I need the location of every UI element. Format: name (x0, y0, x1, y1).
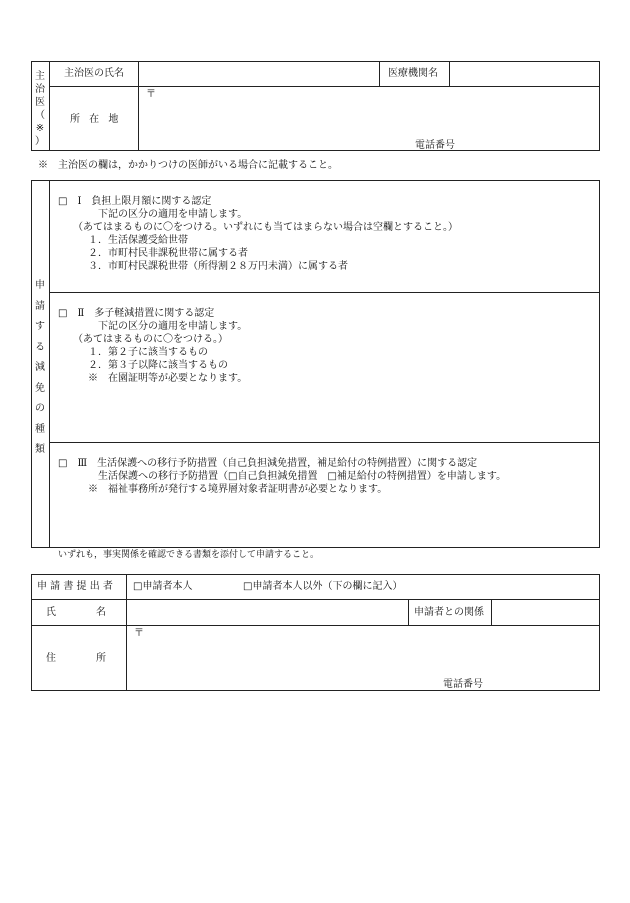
section-1-option[interactable]: ３．市町村民課税世帯（所得割２８万円未満）に属する者 (58, 261, 348, 272)
applicant-address-field[interactable] (128, 640, 599, 672)
section-2-option[interactable]: １．第２子に該当するもの (58, 347, 208, 358)
reduction-side-char: 請 (35, 300, 45, 312)
doctor-institution-label: 医療機関名 (388, 68, 438, 79)
section-2-line: （あてはまるものに〇をつける。） (58, 334, 228, 345)
applicant-row-divider-2 (31, 625, 600, 626)
doctor-note: ※ 主治医の欄は，かかりつけの医師がいる場合に記載すること。 (38, 160, 338, 171)
doctor-side-char: （ (35, 110, 45, 121)
doctor-institution-divider-right (449, 61, 450, 86)
doctor-side-char: 主 (35, 71, 45, 82)
doctor-institution-field[interactable] (451, 62, 599, 85)
doctor-name-label-divider (138, 61, 139, 151)
reduction-side-char: 申 (35, 280, 45, 291)
reduction-side-char: 種 (35, 423, 45, 435)
reduction-side-char: 減 (35, 362, 45, 373)
section-1-line: （あてはまるものに〇をつける。いずれにも当てはまらない場合は空欄とすること。） (58, 222, 458, 233)
doctor-row-divider (49, 86, 600, 87)
relation-field[interactable] (493, 601, 599, 623)
doctor-side-char: ※ (35, 123, 45, 134)
reduction-divider-2 (49, 442, 600, 443)
applicant-label-divider (126, 574, 127, 691)
doctor-name-field[interactable] (140, 62, 378, 85)
applicant-address-label: 住 所 (46, 653, 106, 664)
doctor-name-label: 主治医の氏名 (64, 68, 124, 79)
reduction-side-char: す (35, 321, 45, 332)
section-1-title[interactable]: □ Ⅰ 負担上限月額に関する認定 (58, 196, 212, 207)
doctor-address-label: 所 在 地 (70, 114, 119, 125)
reduction-footnote: いずれも，事実関係を確認できる書類を添付して申請すること。 (58, 550, 320, 560)
doctor-side-label (33, 70, 47, 148)
doctor-postal-mark: 〒 (146, 89, 156, 100)
doctor-side-char: ） (35, 136, 45, 147)
section-3-options[interactable]: 生活保護への移行予防措置（□自己負担減免措置 □補足給付の特例措置）を申請します。 (58, 471, 507, 482)
submitter-option-other[interactable]: □申請者本人以外（下の欄に記入） (243, 581, 403, 592)
doctor-side-char: 医 (35, 97, 45, 108)
doctor-side-divider (49, 61, 50, 151)
applicant-relation-divider-right (491, 599, 492, 625)
submitter-label: 申 請 書 提 出 者 (37, 581, 113, 592)
applicant-row-divider-1 (31, 599, 600, 600)
reduction-section-3 (58, 457, 506, 496)
reduction-side-char: の (35, 403, 45, 414)
reduction-divider-1 (49, 292, 600, 293)
section-2-title[interactable]: □ Ⅱ 多子軽減措置に関する認定 (58, 308, 215, 319)
reduction-side-char: る (35, 341, 45, 353)
applicant-name-label: 氏 名 (46, 607, 106, 618)
reduction-section-1 (58, 195, 458, 273)
section-1-option[interactable]: １．生活保護受給世帯 (58, 235, 188, 246)
reduction-side-divider (49, 180, 50, 548)
applicant-postal-mark: 〒 (134, 628, 144, 639)
reduction-side-label (33, 276, 47, 461)
relation-label: 申請者との関係 (414, 607, 484, 618)
applicant-relation-divider-left (408, 599, 409, 625)
section-3-note: ※ 福祉事務所が発行する境界層対象者証明書が必要となります。 (58, 484, 388, 495)
doctor-address-field[interactable] (140, 100, 599, 135)
section-3-title[interactable]: □ Ⅲ 生活保護への移行予防措置（自己負担減免措置，補足給付の特例措置）に関する認定 (58, 458, 478, 469)
section-2-option[interactable]: ２．第３子以降に該当するもの (58, 360, 228, 371)
doctor-institution-divider-left (379, 61, 380, 86)
section-1-line: 下記の区分の適用を申請します。 (58, 209, 248, 220)
doctor-side-char: 治 (35, 84, 45, 95)
reduction-side-char: 免 (35, 382, 45, 394)
reduction-section-2 (58, 307, 247, 385)
reduction-side-char: 類 (35, 444, 45, 455)
section-2-note: ※ 在園証明等が必要となります。 (58, 373, 248, 384)
submitter-option-self[interactable]: □申請者本人 (133, 581, 193, 592)
applicant-name-field[interactable] (128, 601, 406, 623)
applicant-phone-label: 電話番号 (443, 679, 483, 690)
section-2-line: 下記の区分の適用を申請します。 (58, 321, 248, 332)
doctor-phone-label: 電話番号 (415, 140, 455, 151)
section-1-option[interactable]: ２．市町村民非課税世帯に属する者 (58, 248, 248, 259)
